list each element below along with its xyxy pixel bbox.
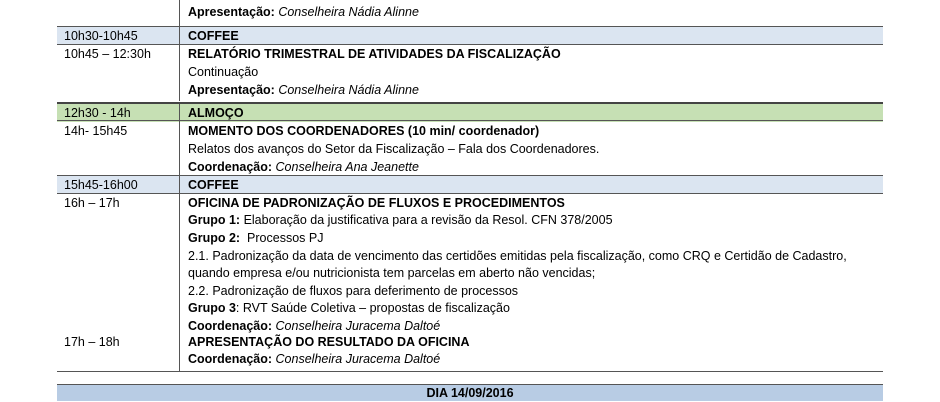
column-divider bbox=[179, 333, 180, 371]
coordinator-name: Conselheira Juracema Daltoé bbox=[275, 352, 441, 366]
activity-title: APRESENTAÇÃO DO RESULTADO DA OFICINA bbox=[188, 335, 470, 349]
row-coffee-1 bbox=[57, 26, 883, 45]
coordination-label: Coordenação: bbox=[188, 160, 273, 174]
day-header-label: DIA 14/09/2016 bbox=[426, 386, 514, 400]
activity-title: RELATÓRIO TRIMESTRAL DE ATIVIDADES DA FISCALIZAÇÃO bbox=[188, 47, 561, 61]
time-cell: 14h- 15h45 bbox=[64, 124, 128, 138]
column-divider bbox=[179, 176, 180, 194]
time-cell: 12h30 - 14h bbox=[64, 106, 131, 120]
presenter-name: Conselheira Nádia Alinne bbox=[278, 83, 419, 97]
row-lunch bbox=[57, 102, 883, 122]
group-2-line bbox=[188, 229, 323, 247]
item-2-2-line: 2.2. Padronização de fluxos para deferimento de processos bbox=[188, 284, 519, 298]
column-divider bbox=[179, 121, 180, 176]
item-2-1-line-1: 2.1. Padronização da data de vencimento das certidões emitidas pela fiscalização, como CRQ e Certidão de Cadastro, bbox=[188, 249, 847, 263]
activity-title: MOMENTO DOS COORDENADORES (10 min/ coordenador) bbox=[188, 124, 540, 138]
group-2-label: Grupo 2: bbox=[188, 231, 241, 245]
coordination-label: Coordenação: bbox=[188, 352, 273, 366]
item-2-1-line-2: quando empresa e/ou nutricionista tem parcelas em aberto não vencidas; bbox=[188, 266, 596, 280]
group-3-text: : RVT Saúde Coletiva – propostas de fiscalização bbox=[235, 301, 510, 315]
column-divider bbox=[179, 27, 180, 45]
row-result bbox=[57, 333, 883, 372]
presenter-label: Apresentação: bbox=[188, 5, 275, 19]
time-cell: 17h – 18h bbox=[64, 335, 120, 349]
previous-row-fragment bbox=[57, 0, 883, 26]
coordination-label: Coordenação: bbox=[188, 319, 273, 333]
coordinator-name: Conselheira Ana Jeanette bbox=[275, 160, 419, 174]
group-1-label: Grupo 1: bbox=[188, 213, 241, 227]
presenter-label: Apresentação: bbox=[188, 83, 275, 97]
presenter-line bbox=[188, 3, 419, 21]
activity-title: COFFEE bbox=[188, 178, 239, 192]
coordination-line bbox=[188, 350, 440, 368]
activity-title: ALMOÇO bbox=[188, 106, 244, 120]
coordinator-name: Conselheira Juracema Daltoé bbox=[275, 319, 441, 333]
row-coffee-2 bbox=[57, 175, 883, 194]
activity-description: Relatos dos avanços do Setor da Fiscalização – Fala dos Coordenadores. bbox=[188, 142, 600, 156]
group-3-line bbox=[188, 299, 510, 317]
day-header bbox=[57, 384, 883, 401]
activity-description: Continuação bbox=[188, 65, 259, 79]
column-divider bbox=[179, 194, 180, 336]
presenter-name: Conselheira Nádia Alinne bbox=[278, 5, 419, 19]
row-coordinators bbox=[57, 120, 883, 176]
time-cell: 15h45-16h00 bbox=[64, 178, 138, 192]
activity-title: OFICINA DE PADRONIZAÇÃO DE FLUXOS E PROCEDIMENTOS bbox=[188, 196, 565, 210]
time-cell: 10h30-10h45 bbox=[64, 29, 138, 43]
column-divider bbox=[179, 0, 180, 26]
group-2-text: Processos PJ bbox=[240, 231, 324, 245]
row-report bbox=[57, 44, 883, 101]
coordination-line bbox=[188, 158, 419, 176]
activity-title: COFFEE bbox=[188, 29, 239, 43]
column-divider bbox=[179, 45, 180, 101]
row-workshop bbox=[57, 193, 883, 336]
time-cell: 10h45 – 12:30h bbox=[64, 47, 151, 61]
group-3-label: Grupo 3 bbox=[188, 301, 236, 315]
group-1-line bbox=[188, 211, 613, 229]
presenter-line bbox=[188, 81, 419, 99]
group-1-text: Elaboração da justificativa para a revisão da Resol. CFN 378/2005 bbox=[240, 213, 613, 227]
time-cell: 16h – 17h bbox=[64, 196, 120, 210]
